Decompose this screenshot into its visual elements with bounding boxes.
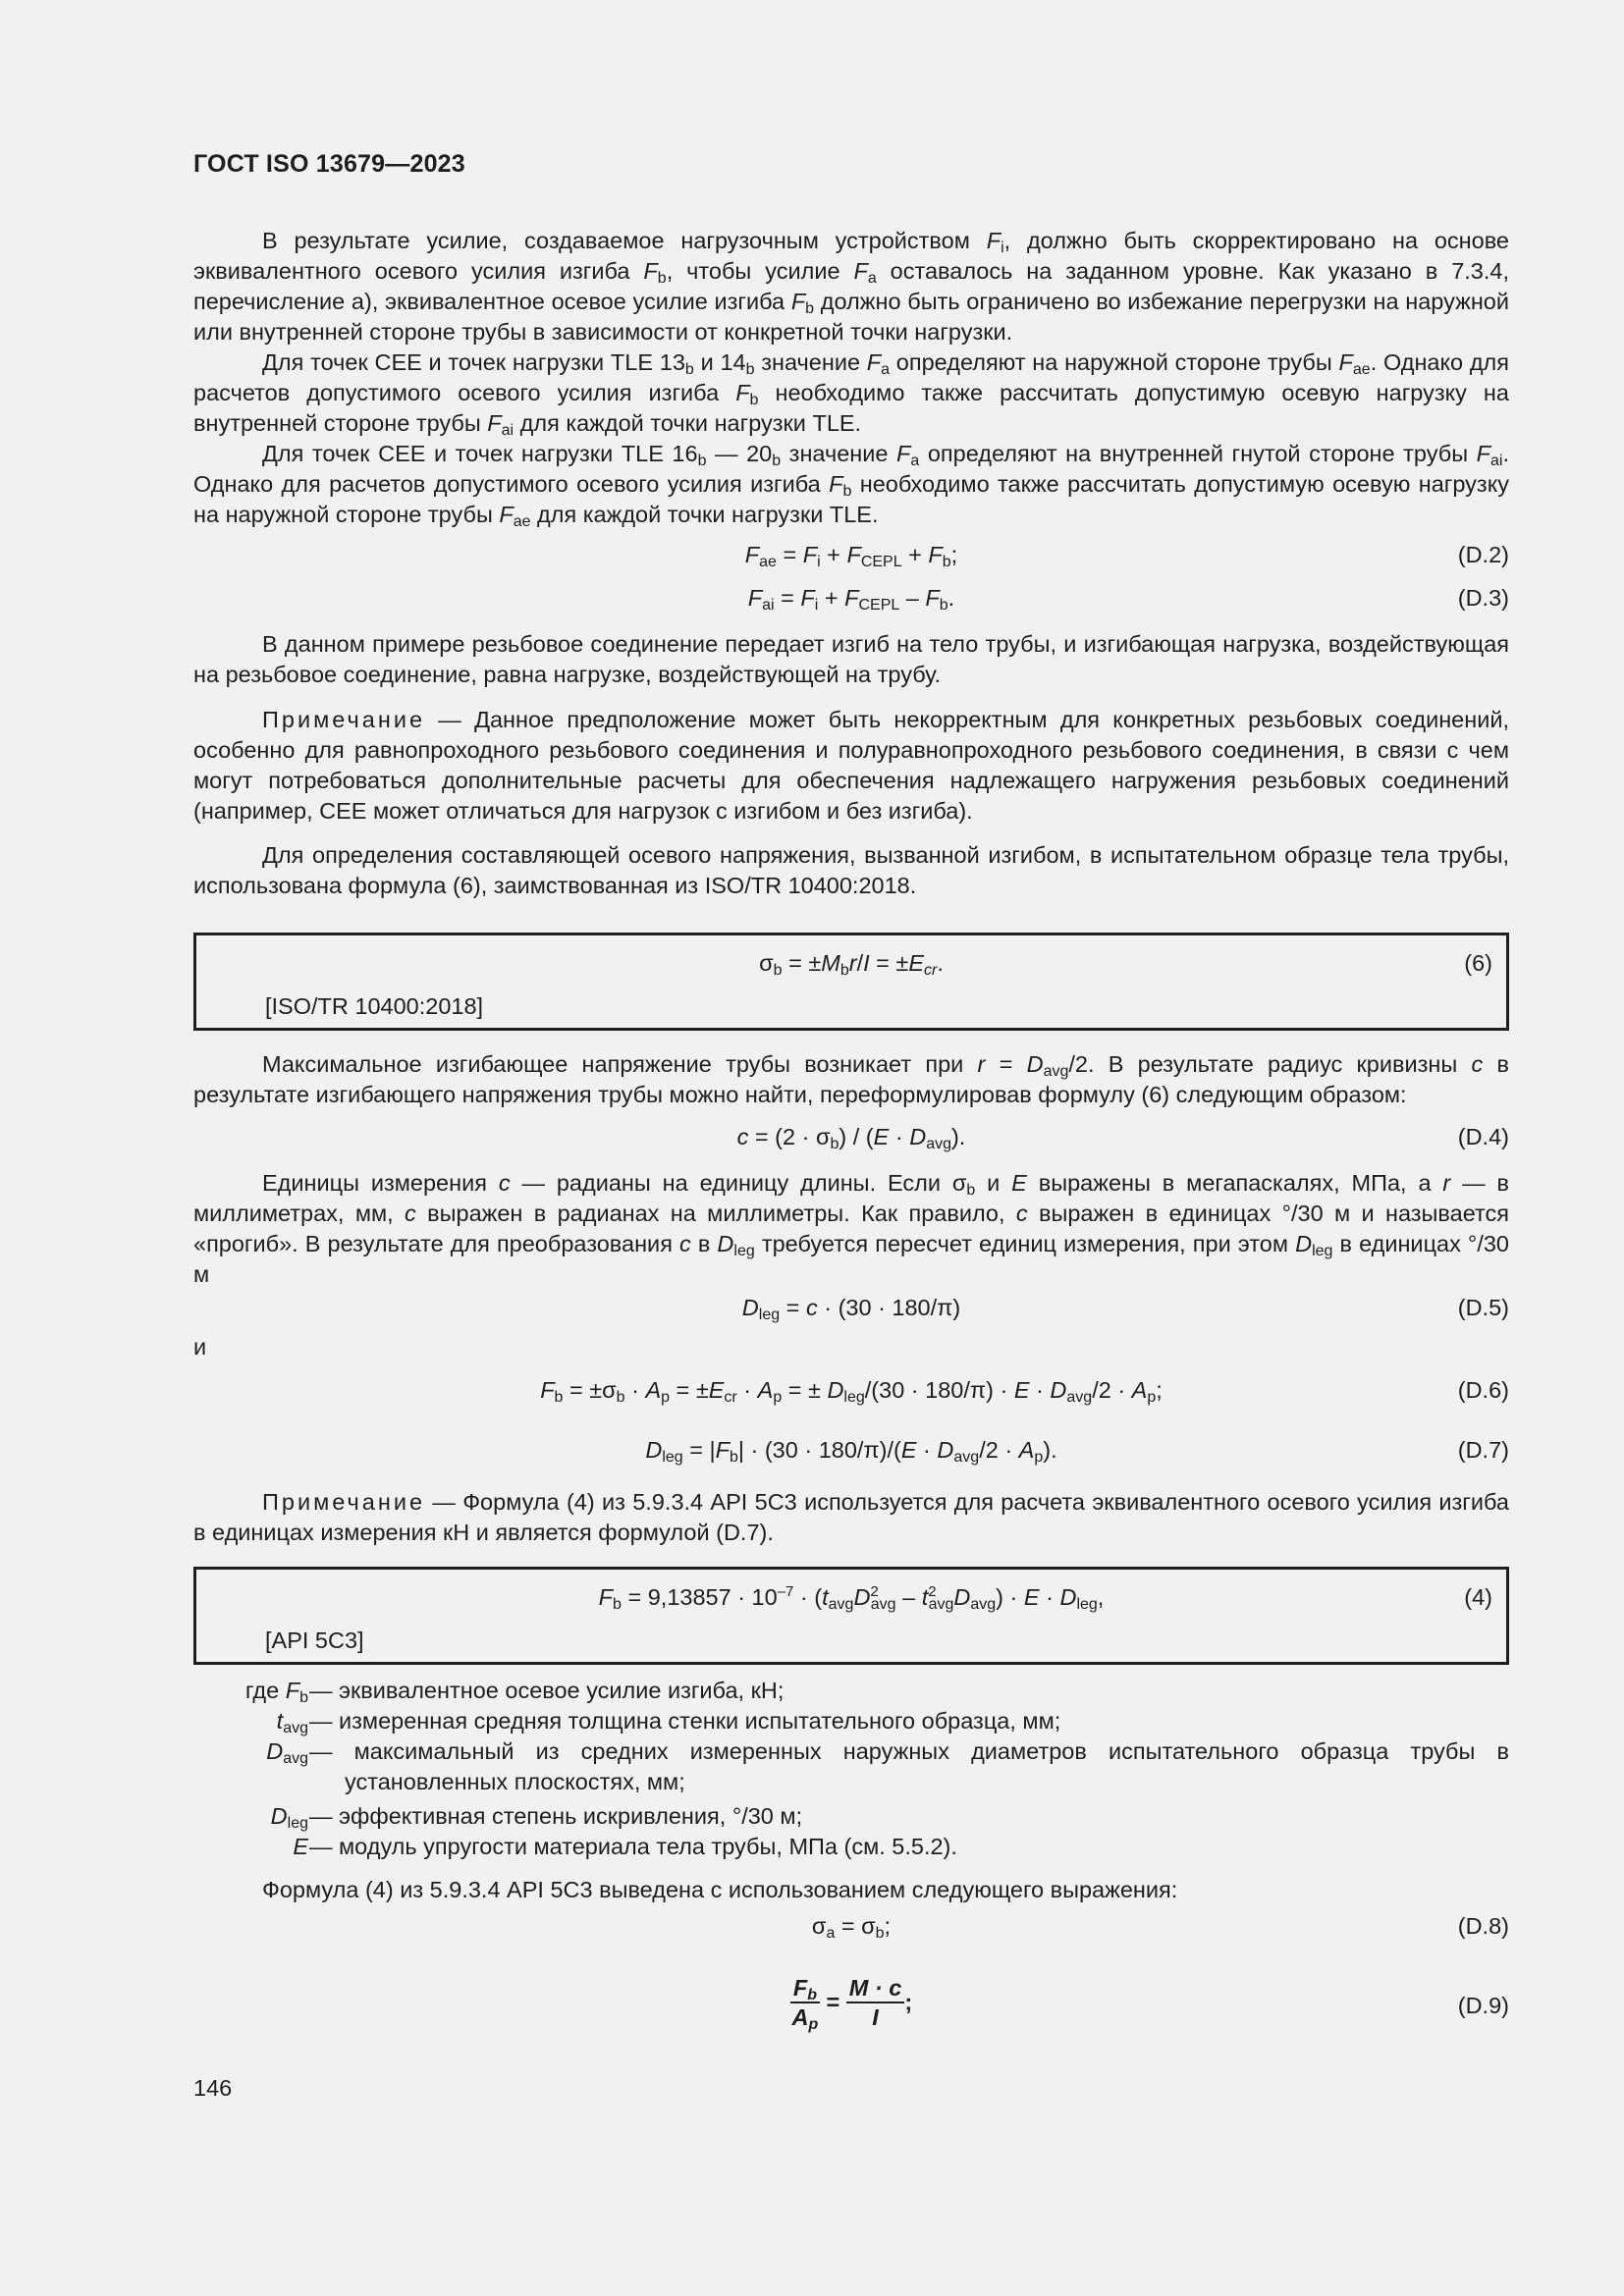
definition-symbol: $t_{avg}$ [276,1708,308,1736]
definition-tavg [193,1706,1509,1736]
definition-symbol: $D_{avg}$ [266,1738,308,1767]
definition-text: — модуль упругости материала тела трубы, МПа (см. 5.5.2). [309,1834,957,1859]
note-thread-assumption: Примечание — Данное предположение может быть некорректным для конкретных резьбовых соединений, особенно для равнопроходного резьбового соединения и полуравнопроходного резьбового соединения, в связи с чем могут потребоваться дополнительные расчеты для обеспечения надлежащего нагружения резьбовых соединений (например, CEE может отличаться для нагрузок с изгибом и без изгиба). [193,707,1509,824]
definition-text: — измеренная средняя толщина стенки испытательного образца, мм; [309,1708,1061,1734]
paragraph-tle-outer: Для точек CEE и точек нагрузки TLE $13_b$ и $14_b$ значение $F_a$ определяют на наружной стороне трубы $F_{ae}$. Однако для расчетов допустимого осевого усилия изгиба $F_b$ необходимо также рассчитать допустимую осевую нагрузку на внутренней стороне трубы $F_{ai}$ для каждой точки нагрузки TLE. [193,349,1509,439]
definition-symbol: где $F_b$ [244,1678,308,1706]
equation-d7-formula: $D_{leg} = |F_b| \cdot (30 \cdot 180/\pi)/(E \cdot D_{avg}/2 \cdot A_p)$. [645,1437,1057,1466]
equation-d2-number: (D.2) [1457,542,1509,567]
formula-4-source: [API 5C3] [265,1628,364,1653]
equation-d5-number: (D.5) [1457,1295,1509,1320]
formula-6: $\sigma_b = \pm M_br/I = \pm E_{cr}$. [759,950,944,979]
equation-d4 [193,1122,1509,1152]
equation-d6 [193,1375,1509,1406]
equation-d2-formula: $F_{ae} = F_i + F_{CEPL} + F_b$; [744,542,958,570]
definition-dleg [193,1801,1509,1832]
equation-d8-number: (D.8) [1457,1913,1509,1939]
definition-fb [193,1676,1509,1706]
paragraph-tle-inner: Для точек CEE и точек нагрузки TLE $16_b$ — $20_b$ значение $F_a$ определяют на внутренней гнутой стороне трубы $F_{ai}$. Однако для расчетов допустимого осевого усилия изгиба $F_b$ необходимо также рассчитать допустимую осевую нагрузку на наружной стороне трубы $F_{ae}$ для каждой точки нагрузки TLE. [193,441,1509,530]
definition-symbol: $D_{leg}$ [270,1803,308,1832]
formula-6-number: (6) [1464,950,1492,976]
paragraph-load-correction: В результате усилие, создаваемое нагрузочным устройством $F_i$, должно быть скорректировано на основе эквивалентного осевого усилия изгиба $F_b$, чтобы усилие $F_a$ оставалось на заданном уровне. Как указано в 7.3.4, перечисление а), эквивалентное осевое усилие изгиба $F_b$ должно быть ограничено во избежание перегрузки на наружной или внутренней стороне трубы в зависимости от конкретной точки нагрузки. [193,228,1509,345]
equation-d9-number: (D.9) [1457,1993,1509,2018]
variable-definitions [193,1676,1509,1862]
equation-d5 [193,1293,1509,1323]
equation-d4-formula: $c = (2 \cdot \sigma_b) / (E \cdot D_{avg})$. [736,1124,966,1152]
fraction-mc-i: $\frac{M \cdot c}{I}$ [846,1974,905,2031]
equation-d6-number: (D.6) [1457,1377,1509,1403]
equation-d6-formula: $F_b = \pm\sigma_b \cdot A_p = \pm E_{cr} \cdot A_p$ = ± $D_{leg}/(30 \cdot 180/\pi) \cdot E \cdot D_{avg}/2 \cdot A_p$; [540,1377,1163,1406]
equation-d9-formula: $\frac{F_b}{A_p}$ = $\frac{M \cdot c}{I}$ ; [791,1975,913,2033]
definition-symbol: E [293,1834,308,1859]
paragraph-derivation: Формула (4) из 5.9.3.4 API 5C3 выведена с использованием следующего выражения: [262,1877,1178,1902]
note-label: Примечание [262,1489,426,1515]
equation-d7 [193,1435,1509,1466]
equation-d5-formula: $D_{leg} = c \cdot (30 \cdot 180/\pi)$ [741,1295,961,1323]
equation-d8-formula: $\sigma_a = \sigma_b$; [811,1913,892,1942]
equation-d3 [193,583,1509,614]
paragraph-thread-bending: В данном примере резьбовое соединение передает изгиб на тело трубы, и изгибающая нагрузка, воздействующая на резьбовое соединение, равна нагрузке, воздействующей на трубу. [193,631,1509,687]
formula-4-number: (4) [1464,1584,1492,1610]
conjunction-and: и [193,1334,207,1360]
equation-d9 [193,1974,1509,2037]
definition-text: — эквивалентное осевое усилие изгиба, кН; [309,1678,785,1703]
document-header: ГОСТ ISO 13679—2023 [193,150,465,178]
formula-6-source: [ISO/TR 10400:2018] [265,993,484,1019]
note-label: Примечание [262,707,426,732]
equation-d3-formula: $F_{ai} = F_i + F_{CEPL} - F_b$. [747,585,955,614]
note-api-formula: Примечание — Формула (4) из 5.9.3.4 API 5C3 используется для расчета эквивалентного осевого усилия изгиба в единицах измерения кН и является формулой (D.7). [193,1489,1509,1545]
formula-6-box [193,933,1509,1031]
paragraph-units: Единицы измерения c — радианы на единицу длины. Если $\sigma_b$ и E выражены в мегапаскалях, МПа, а r — в миллиметрах, мм, c выражен в радианах на миллиметры. Как правило, c выражен в единицах °/30 м и называется «прогиб». В результате для преобразования c в $D_{leg}$ требуется пересчет единиц измерения, при этом $D_{leg}$ в единицах °/30 м [193,1170,1509,1287]
equation-d7-number: (D.7) [1457,1437,1509,1463]
equation-d3-number: (D.3) [1457,585,1509,611]
fraction-fb-ap: $\frac{F_b}{A_p}$ [791,1975,819,2033]
formula-4-box [193,1567,1509,1665]
definition-text: — максимальный из средних измеренных наружных диаметров испытательного образца трубы в установленных плоскостях, мм; [309,1738,1509,1794]
equation-d8 [193,1911,1509,1942]
equation-d2 [193,540,1509,570]
paragraph-max-bending-stress: Максимальное изгибающее напряжение трубы возникает при $r = D_{avg}/2$. В результате радиус кривизны c в результате изгибающего напряжения трубы можно найти, переформулировав формулу (6) следующим образом: [193,1051,1509,1107]
paragraph-formula-6-intro: Для определения составляющей осевого напряжения, вызванной изгибом, в испытательном образце тела трубы, использована формула (6), заимствованная из ISO/TR 10400:2018. [193,842,1509,898]
definition-e [193,1832,1509,1862]
definition-text: — эффективная степень искривления, °/30 м; [309,1803,803,1829]
equation-d4-number: (D.4) [1457,1124,1509,1149]
formula-4: $F_b = 9,13857 \cdot 10^{-7} \cdot (t_{avg}D^2_{avg} - t^2_{avg}D_{avg}) \cdot E \cdot D_{leg}$, [598,1583,1105,1613]
definition-davg [193,1736,1509,1797]
page-number: 146 [193,2075,233,2101]
